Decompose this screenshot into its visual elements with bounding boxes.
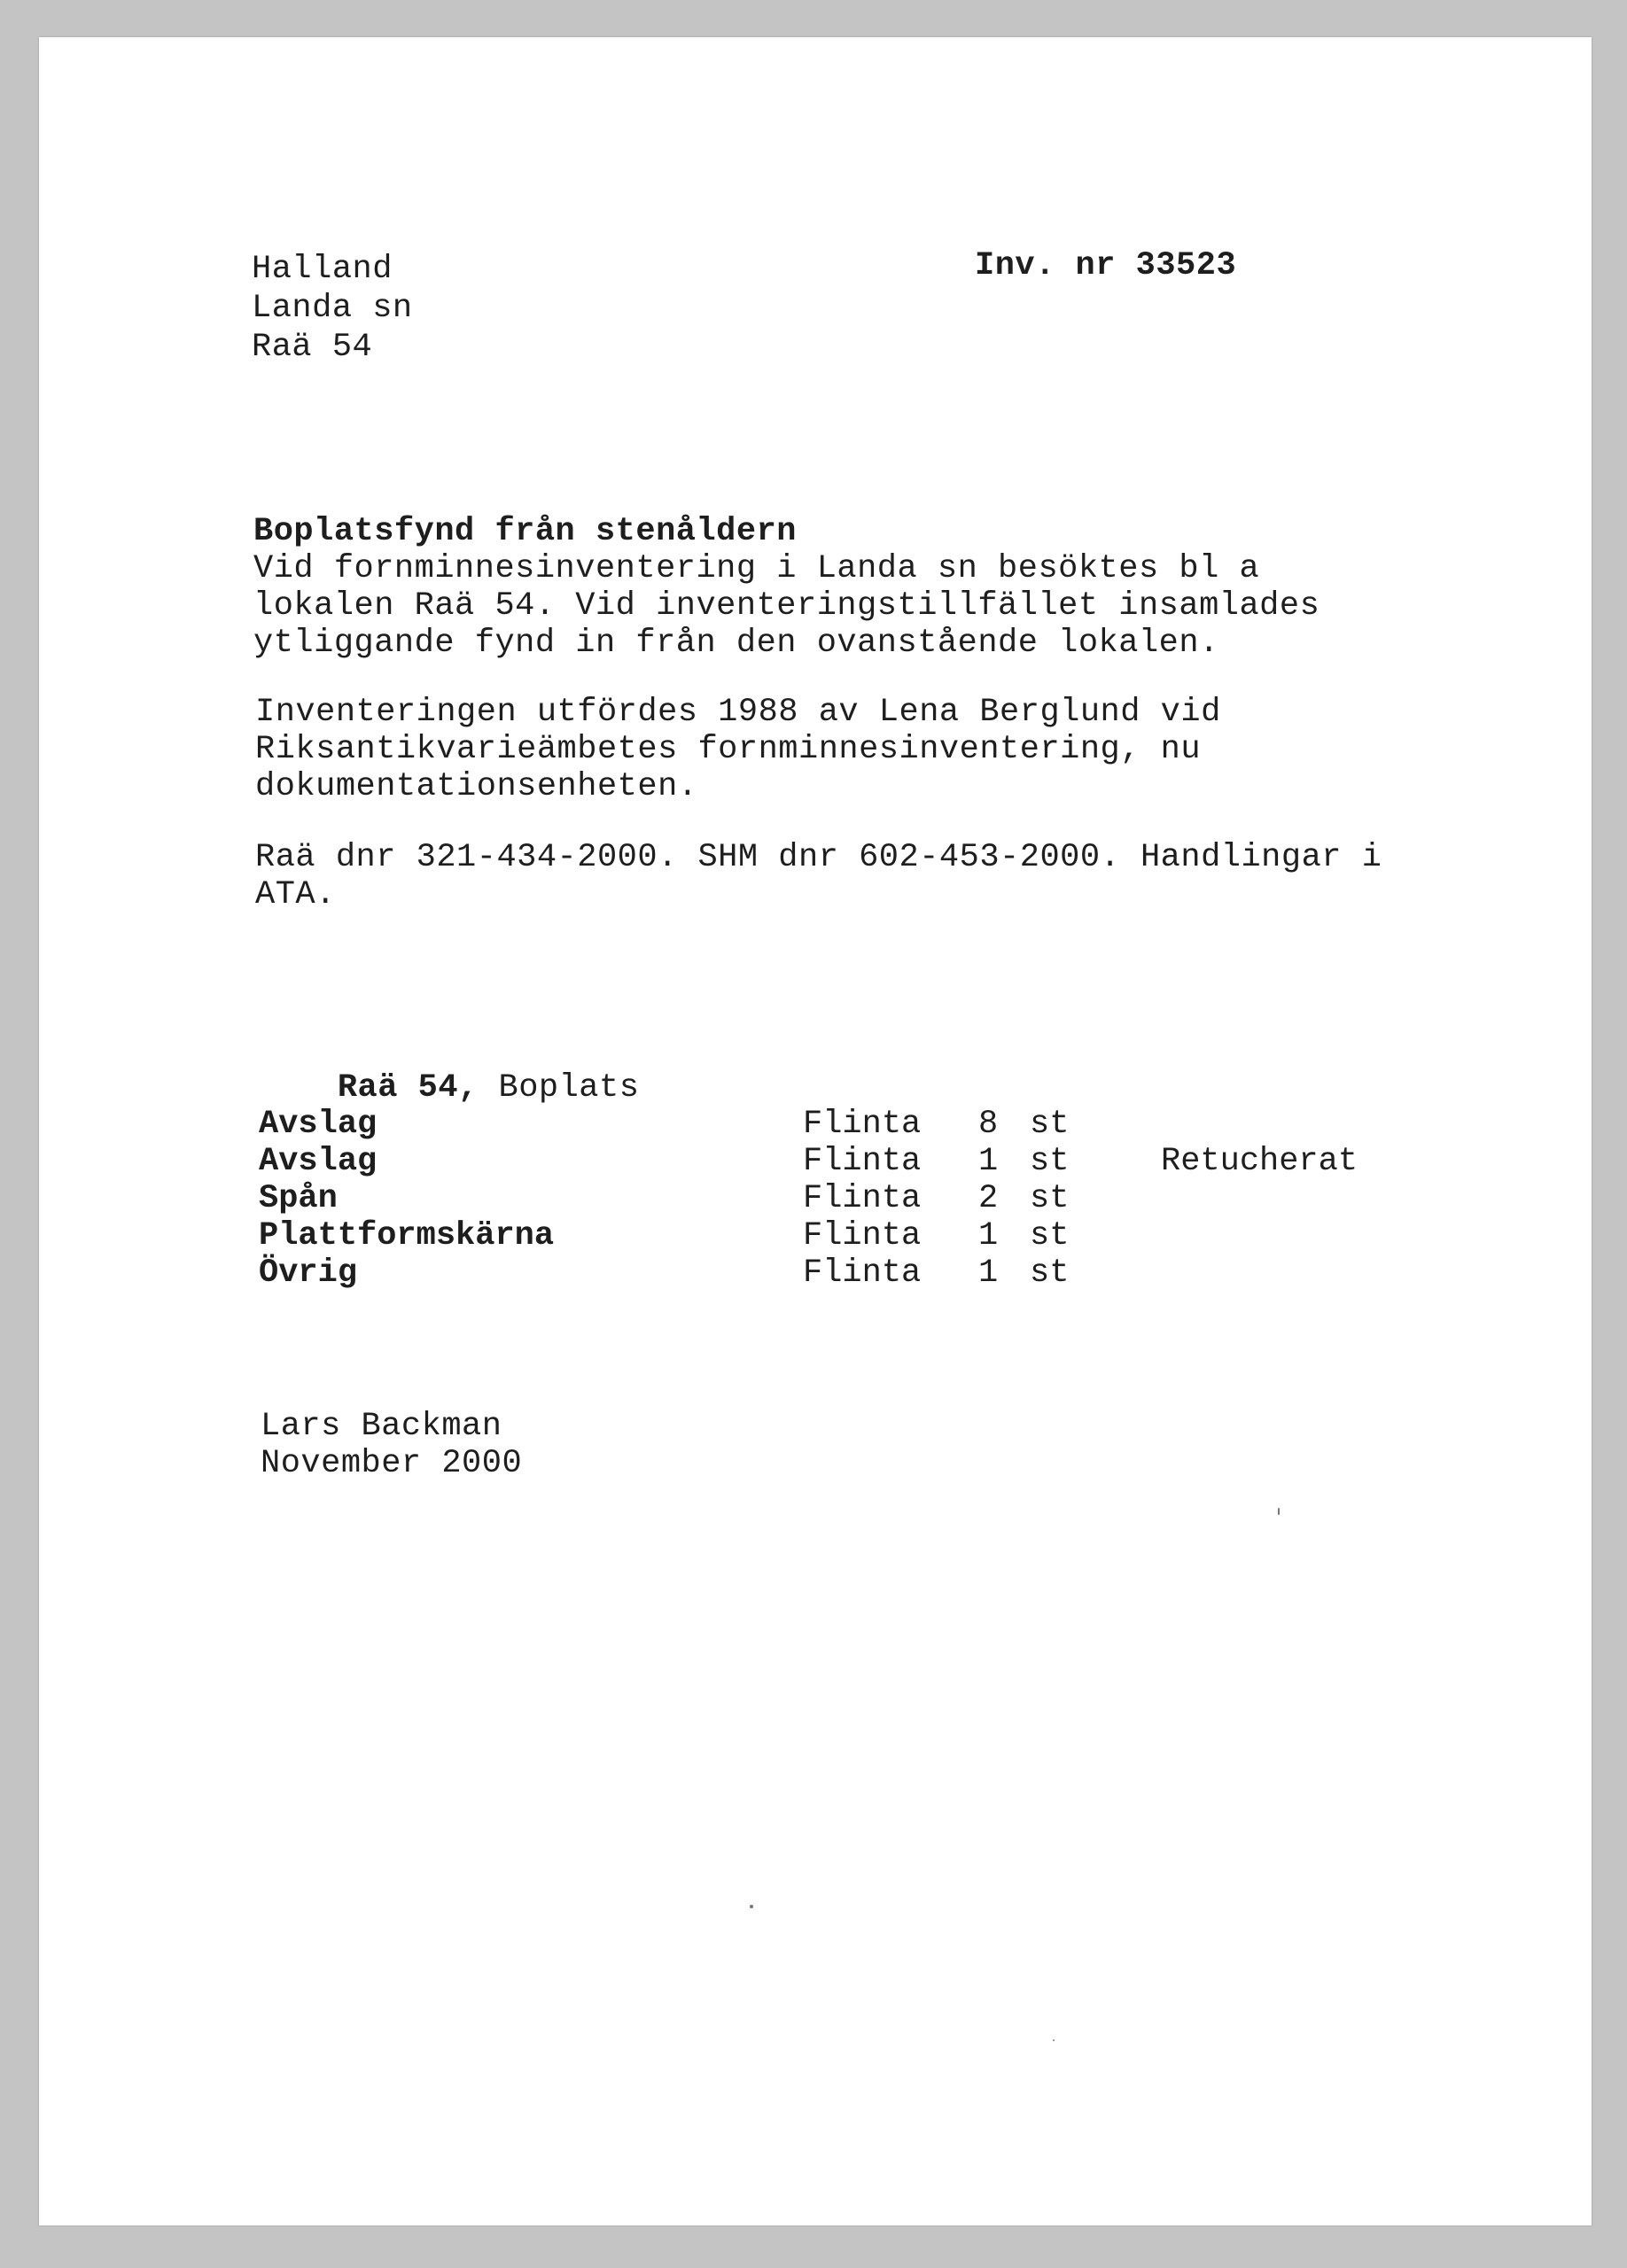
- find-count: 1: [978, 1217, 999, 1254]
- document-page: [39, 37, 1592, 2225]
- parish-line: Landa sn: [252, 290, 413, 327]
- find-unit: st: [1030, 1217, 1070, 1254]
- paragraph-line: dokumentationsenheten.: [255, 768, 698, 805]
- find-material: Flinta: [803, 1106, 922, 1143]
- find-material: Flinta: [803, 1143, 922, 1180]
- paragraph-line: Riksantikvarieämbetes fornminnesinventering, nu: [255, 731, 1202, 768]
- find-row: [39, 1180, 1592, 1217]
- find-count: 2: [978, 1180, 999, 1217]
- find-name: Övrig: [259, 1254, 358, 1292]
- paragraph-line: lokalen Raä 54. Vid inventeringstillfället insamlades: [253, 587, 1320, 625]
- author-date: November 2000: [261, 1445, 523, 1482]
- find-row: [39, 1217, 1592, 1254]
- raa-number-line: Raä 54: [252, 329, 373, 366]
- find-unit: st: [1030, 1180, 1070, 1217]
- scan-speck: [750, 1905, 753, 1908]
- find-row: [39, 1106, 1592, 1143]
- paragraph-line: Inventeringen utfördes 1988 av Lena Berglund vid: [255, 694, 1221, 731]
- find-count: 1: [978, 1143, 999, 1180]
- find-row: [39, 1254, 1592, 1292]
- find-count: 1: [978, 1254, 999, 1292]
- find-unit: st: [1030, 1106, 1070, 1143]
- find-unit: st: [1030, 1143, 1070, 1180]
- scan-speck: [1278, 1508, 1280, 1515]
- find-name: Avslag: [259, 1143, 378, 1180]
- site-type: Boplats: [498, 1069, 640, 1107]
- find-material: Flinta: [803, 1254, 922, 1292]
- find-name: Spån: [259, 1180, 338, 1217]
- find-name: Plattformskärna: [259, 1217, 555, 1254]
- author-name: Lars Backman: [261, 1408, 502, 1445]
- inventory-number: Inv. nr 33523: [975, 247, 1237, 284]
- section-title: Boplatsfynd från stenåldern: [253, 513, 797, 550]
- find-row: [39, 1143, 1592, 1180]
- scan-speck: [1053, 2039, 1055, 2041]
- find-material: Flinta: [803, 1217, 922, 1254]
- paragraph-line: Raä dnr 321-434-2000. SHM dnr 602-453-2000. Handlingar i: [255, 839, 1382, 876]
- county-line: Halland: [252, 251, 393, 288]
- find-note: Retucherat: [1161, 1143, 1358, 1180]
- find-unit: st: [1030, 1254, 1070, 1292]
- find-count: 8: [978, 1106, 999, 1143]
- paragraph-line: Vid fornminnesinventering i Landa sn besöktes bl a: [253, 550, 1260, 587]
- paragraph-line: ATA.: [255, 876, 336, 913]
- find-material: Flinta: [803, 1180, 922, 1217]
- site-id: Raä 54,: [337, 1069, 479, 1107]
- paragraph-line: ytliggande fynd in från den ovanstående lokalen.: [253, 625, 1219, 662]
- find-name: Avslag: [259, 1106, 378, 1143]
